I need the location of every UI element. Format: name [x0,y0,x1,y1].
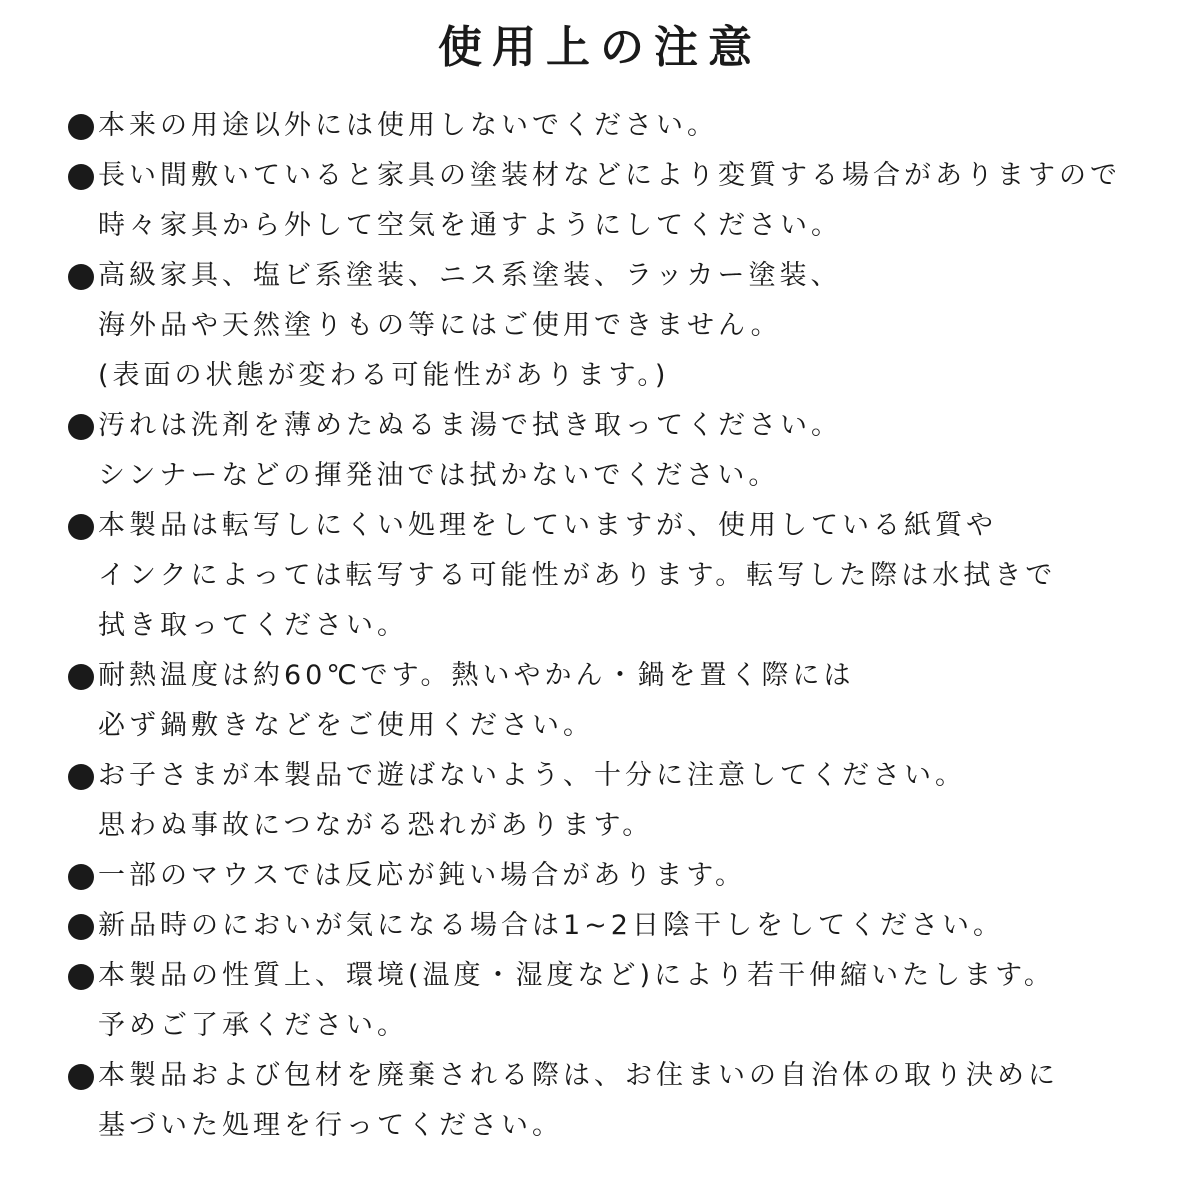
notice-line [66,801,1166,851]
notice-line [66,851,1166,901]
notice-line [66,151,1166,201]
notice-line [66,601,1166,651]
page-title: 使用上の注意 [438,22,762,73]
notice-text: 思わぬ事故につながる恐れがあります。 [98,810,654,841]
notice-line [66,351,1166,401]
bullet-icon [66,751,98,801]
bullet-icon [66,901,98,951]
notice-line [66,1001,1166,1051]
line-indent [66,551,98,601]
notice-line [66,101,1166,151]
notice-text: 新品時のにおいが気になる場合は1~2日陰干しをしてください。 [98,910,1004,941]
notice-text: 本製品および包材を廃棄される際は、お住まいの自治体の取り決めに [98,1060,1059,1091]
notice-item [66,751,1166,851]
notice-item [66,651,1166,751]
bullet-icon [66,501,98,551]
line-indent [66,351,98,401]
notice-text: シンナーなどの揮発油では拭かないでください。 [98,460,780,491]
bullet-icon [66,401,98,451]
line-indent [66,601,98,651]
notice-item [66,401,1166,501]
bullet-icon [66,101,98,151]
notice-line [66,301,1166,351]
notice-line [66,451,1166,501]
notice-item [66,251,1166,401]
notice-text: 基づいた処理を行ってください。 [98,1110,563,1141]
line-indent [66,451,98,501]
notice-line [66,701,1166,751]
line-indent [66,801,98,851]
notice-text: 高級家具、塩ビ系塗装、ニス系塗装、ラッカー塗装、 [98,260,842,291]
notice-line [66,1101,1166,1151]
notice-line [66,201,1166,251]
notice-text: 本来の用途以外には使用しないでください。 [98,110,718,141]
line-indent [66,301,98,351]
notice-text: 長い間敷いていると家具の塗装材などにより変質する場合がありますので [98,160,1121,191]
line-indent [66,1101,98,1151]
bullet-icon [66,1051,98,1101]
notice-line [66,951,1166,1001]
line-indent [66,1001,98,1051]
notice-item [66,151,1166,251]
notice-line [66,401,1166,451]
notice-item [66,101,1166,151]
notice-text: 海外品や天然塗りもの等にはご使用できません。 [98,310,782,341]
bullet-icon [66,851,98,901]
notice-item [66,501,1166,651]
notice-item [66,1051,1166,1151]
bullet-icon [66,251,98,301]
notice-line [66,651,1166,701]
notice-text: 汚れは洗剤を薄めたぬるま湯で拭き取ってください。 [98,410,842,441]
notice-list [66,101,1166,1151]
notice-text: 拭き取ってください。 [98,610,408,641]
notice-item [66,851,1166,901]
notice-item [66,951,1166,1051]
notice-line [66,901,1166,951]
notice-text: お子さまが本製品で遊ばないよう、十分に注意してください。 [98,760,966,791]
notice-text: (表面の状態が変わる可能性があります。) [98,360,670,391]
bullet-icon [66,651,98,701]
notice-text: 一部のマウスでは反応が鈍い場合があります。 [98,860,747,891]
notice-line [66,1051,1166,1101]
notice-line [66,751,1166,801]
notice-text: 本製品は転写しにくい処理をしていますが、使用している紙質や [98,510,997,541]
notice-text: インクによっては転写する可能性があります。転写した際は水拭きで [98,560,1057,591]
bullet-icon [66,151,98,201]
line-indent [66,201,98,251]
notice-line [66,551,1166,601]
notice-text: 時々家具から外して空気を通すようにしてください。 [98,210,842,241]
notice-text: 必ず鍋敷きなどをご使用ください。 [98,710,594,741]
notice-text: 耐熱温度は約60℃です。熱いやかん・鍋を置く際には [98,660,855,691]
notice-text: 予めご了承ください。 [98,1010,408,1041]
bullet-icon [66,951,98,1001]
notice-line [66,501,1166,551]
notice-item [66,901,1166,951]
notice-text: 本製品の性質上、環境(温度・湿度など)により若干伸縮いたします。 [98,960,1055,991]
notice-line [66,251,1166,301]
line-indent [66,701,98,751]
